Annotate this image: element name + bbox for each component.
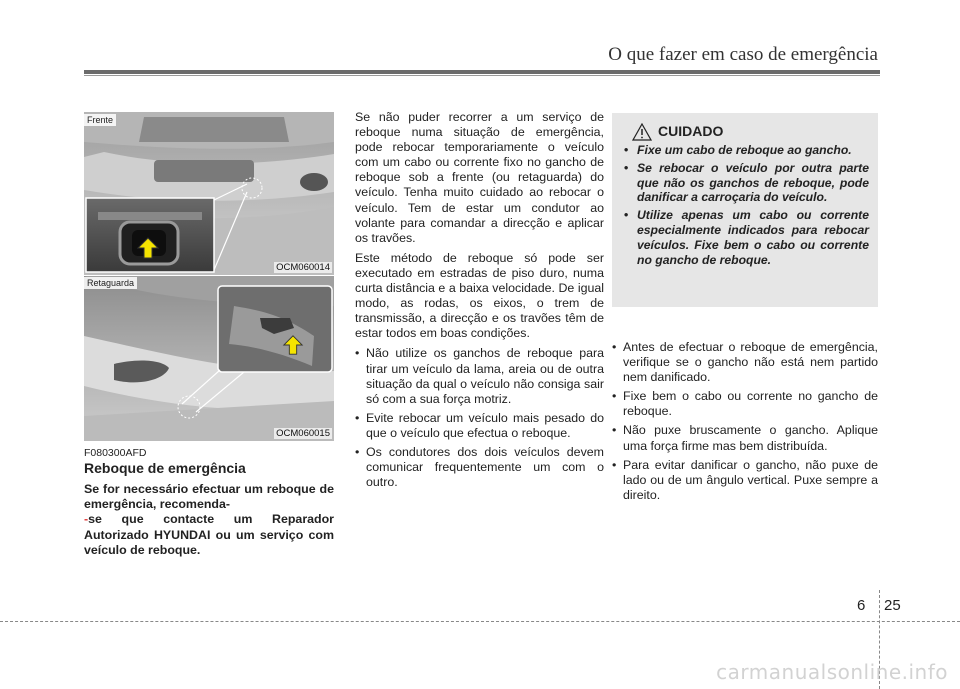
watermark: carmanualsonline.info [716, 660, 948, 684]
list-item: • Não puxe bruscamente o gancho. Aplique uma força firme mas bem distribuída. [612, 423, 878, 453]
header-rule [84, 70, 880, 74]
front-tow-hook-photo [84, 112, 334, 275]
intro-paragraph [84, 482, 334, 558]
caution-list [624, 143, 869, 270]
list-item: • Fixe bem o cabo ou corrente no gancho de reboque. [612, 389, 878, 419]
page-header-title: O que fazer em caso de emergência [608, 44, 878, 65]
warning-triangle-icon [632, 123, 652, 141]
intro-paragraph-part1: Se for necessário efectuar um reboque de emergência, recomenda- [84, 482, 334, 512]
front-label: Frente [84, 114, 116, 126]
rear-figure-code: OCM060015 [276, 428, 330, 439]
tow-hook-arrow-icon [282, 334, 304, 356]
caution-title: CUIDADO [658, 123, 724, 139]
list-item: • Os condutores dos dois veículos devem comunicar frequentemente um com o outro. [355, 445, 604, 490]
caution-item: • Utilize apenas um cabo ou corrente especialmente indicados para rebocar veículos. Fixe bem o cabo ou corrente no gancho de reboque. [624, 208, 869, 267]
list-item: • Para evitar danificar o gancho, não puxe de lado ou de um ângulo vertical. Puxe sempre a direito. [612, 458, 878, 503]
front-bumper-illustration [84, 112, 334, 275]
list-item: • Evite rebocar um veículo mais pesado do que o veículo que efectua o reboque. [355, 411, 604, 441]
rear-label: Retaguarda [84, 277, 137, 289]
paragraph: Se não puder recorrer a um serviço de reboque numa situação de emergência, pode rebocar temporariamente o veículo com um cabo ou corrente fixo no gancho de reboque sob a frente (ou retaguarda) do veículo. Tenha muito cuidado ao rebocar o veículo. Tem de estar um condutor ao volante para comandar a direcção e aplicar os travões. [355, 110, 604, 245]
section-number: 6 [857, 597, 866, 614]
caution-item: • Fixe um cabo de reboque ao gancho. [624, 143, 869, 158]
front-figure-code: OCM060014 [276, 262, 330, 273]
caution-item: • Se rebocar o veículo por outra parte que não os ganchos de reboque, pode danificar a carroçaria do veículo. [624, 161, 869, 205]
footer-rule [0, 621, 960, 622]
right-column [612, 340, 878, 507]
list-item: • Não utilize os ganchos de reboque para tirar um veículo da lama, areia ou de outra situação da qual o veículo não consiga sair só com a sua força motriz. [355, 346, 604, 406]
intro-paragraph-part2: se que contacte um Reparador Autorizado HYUNDAI ou um serviço com veículo de reboque. [84, 512, 334, 557]
bullet-list [612, 340, 878, 503]
tow-hook-arrow-icon [136, 236, 160, 260]
caution-box [612, 113, 878, 307]
header-rule-thin [84, 75, 880, 76]
page-number: 25 [884, 597, 901, 614]
rear-tow-hook-photo [84, 276, 334, 441]
bullet-list [355, 346, 604, 490]
middle-column [355, 110, 604, 494]
list-item: • Antes de efectuar o reboque de emergência, verifique se o gancho não está nem partido nem danificado. [612, 340, 878, 385]
section-heading: Reboque de emergência [84, 460, 246, 476]
rear-bumper-illustration [84, 276, 334, 441]
intro-paragraph-hyphen: - [84, 512, 89, 527]
paragraph: Este método de reboque só pode ser executado em estradas de piso duro, numa curta distância e a baixa velocidade. De igual modo, as rodas, os eixos, o trem de transmissão, a direcção e os travões têm de estar todos em boas condições. [355, 250, 604, 341]
section-code: F080300AFD [84, 447, 147, 459]
